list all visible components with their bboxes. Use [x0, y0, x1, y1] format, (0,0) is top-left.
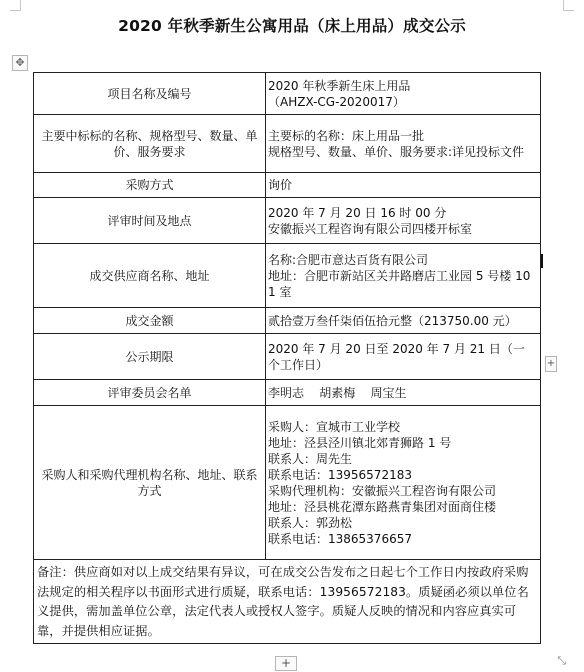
move-icon: ✥	[15, 56, 25, 69]
label-review: 评审时间及地点	[34, 198, 266, 244]
supplier-name: 名称:合肥市意达百货有限公司	[268, 252, 429, 267]
table-row-contacts	[34, 406, 541, 560]
label-amount: 成交金额	[34, 308, 266, 334]
contact-line: 联系人：郭劲松	[268, 515, 353, 530]
label-contacts: 采购人和采购代理机构名称、地址、联系方式	[34, 406, 266, 560]
table-row-amount	[34, 308, 541, 334]
resize-grip-icon[interactable]: ⤡	[557, 654, 566, 667]
label-method: 采购方式	[34, 173, 266, 198]
value-review[interactable]	[266, 198, 541, 244]
document-title: 2020 年秋季新生公寓用品（床上用品）成交公示	[118, 17, 466, 35]
project-code: （AHZX-CG-2020017）	[268, 94, 405, 109]
add-column-button[interactable]	[545, 356, 557, 372]
page-corner-top-right	[563, 0, 574, 11]
value-supplier[interactable]	[266, 244, 541, 308]
label-project: 项目名称及编号	[34, 73, 266, 115]
contact-line: 联系人：周先生	[268, 451, 353, 466]
table-row-note	[34, 560, 541, 644]
page-corner-top-left	[10, 0, 21, 11]
supplier-address: 地址：合肥市新站区关井路磨店工业园 5 号楼 101 室	[268, 268, 531, 299]
result-table	[33, 72, 541, 644]
contact-line: 联系电话：13865376657	[268, 531, 412, 546]
label-committee: 评审委员会名单	[34, 380, 266, 406]
contact-line: 地址：泾县桃花潭东路燕青集团对面商住楼	[268, 499, 497, 514]
table-row-review	[34, 198, 541, 244]
subject-name: 主要标的名称：床上用品一批	[268, 128, 425, 143]
value-period[interactable]: 2020 年 7 月 20 日至 2020 年 7 月 21 日（一个工作日）	[266, 334, 541, 380]
review-time: 2020 年 7 月 20 日 16 时 00 分	[268, 205, 447, 220]
contact-line: 地址：泾县泾川镇北郊青狮路 1 号	[268, 435, 452, 450]
table-row-committee	[34, 380, 541, 406]
note-cell[interactable]: 备注：供应商如对以上成交结果有异议，可在成交公告发布之日起七个工作日内按政府采购法规定的相关程序以书面形式进行质疑，联系电话：13956572183。质疑函必须以单位名义提供，需加盖单位公章，法定代表人或授权人签字。质疑人反映的情况和内容应真实可靠，并提供相应证据。	[34, 560, 541, 644]
value-project[interactable]	[266, 73, 541, 115]
project-name: 2020 年秋季新生床上用品	[268, 78, 411, 93]
value-committee[interactable]	[266, 380, 541, 406]
subject-spec: 规格型号、数量、单价、服务要求:详见投标文件	[268, 144, 525, 159]
table-row-supplier	[34, 244, 541, 308]
value-amount[interactable]: 贰拾壹万叁仟柒佰伍拾元整（213750.00 元）	[266, 308, 541, 334]
result-table-container	[33, 72, 541, 644]
plus-icon: +	[280, 656, 292, 670]
label-supplier: 成交供应商名称、地址	[34, 244, 266, 308]
table-row-period	[34, 334, 541, 380]
label-subject: 主要中标标的名称、规格型号、数量、单价、服务要求	[34, 115, 266, 173]
table-row-project	[34, 73, 541, 115]
add-row-button[interactable]	[275, 656, 297, 671]
table-row-method	[34, 173, 541, 198]
value-contacts[interactable]	[266, 406, 541, 560]
value-method[interactable]: 询价	[266, 173, 541, 198]
contact-line: 采购代理机构：安徽振兴工程咨询有限公司	[268, 483, 497, 498]
contact-line: 采购人：宣城市工业学校	[268, 419, 401, 434]
contact-line: 联系电话：13956572183	[268, 467, 412, 482]
row-end-marker	[541, 254, 543, 268]
value-subject[interactable]	[266, 115, 541, 173]
table-row-subject	[34, 115, 541, 173]
label-period: 公示期限	[34, 334, 266, 380]
review-place: 安徽振兴工程咨询有限公司四楼开标室	[268, 221, 473, 236]
table-move-handle[interactable]	[12, 55, 28, 71]
plus-icon: +	[546, 358, 556, 369]
committee-members: 李明志 胡素梅 周宝生	[268, 385, 407, 400]
